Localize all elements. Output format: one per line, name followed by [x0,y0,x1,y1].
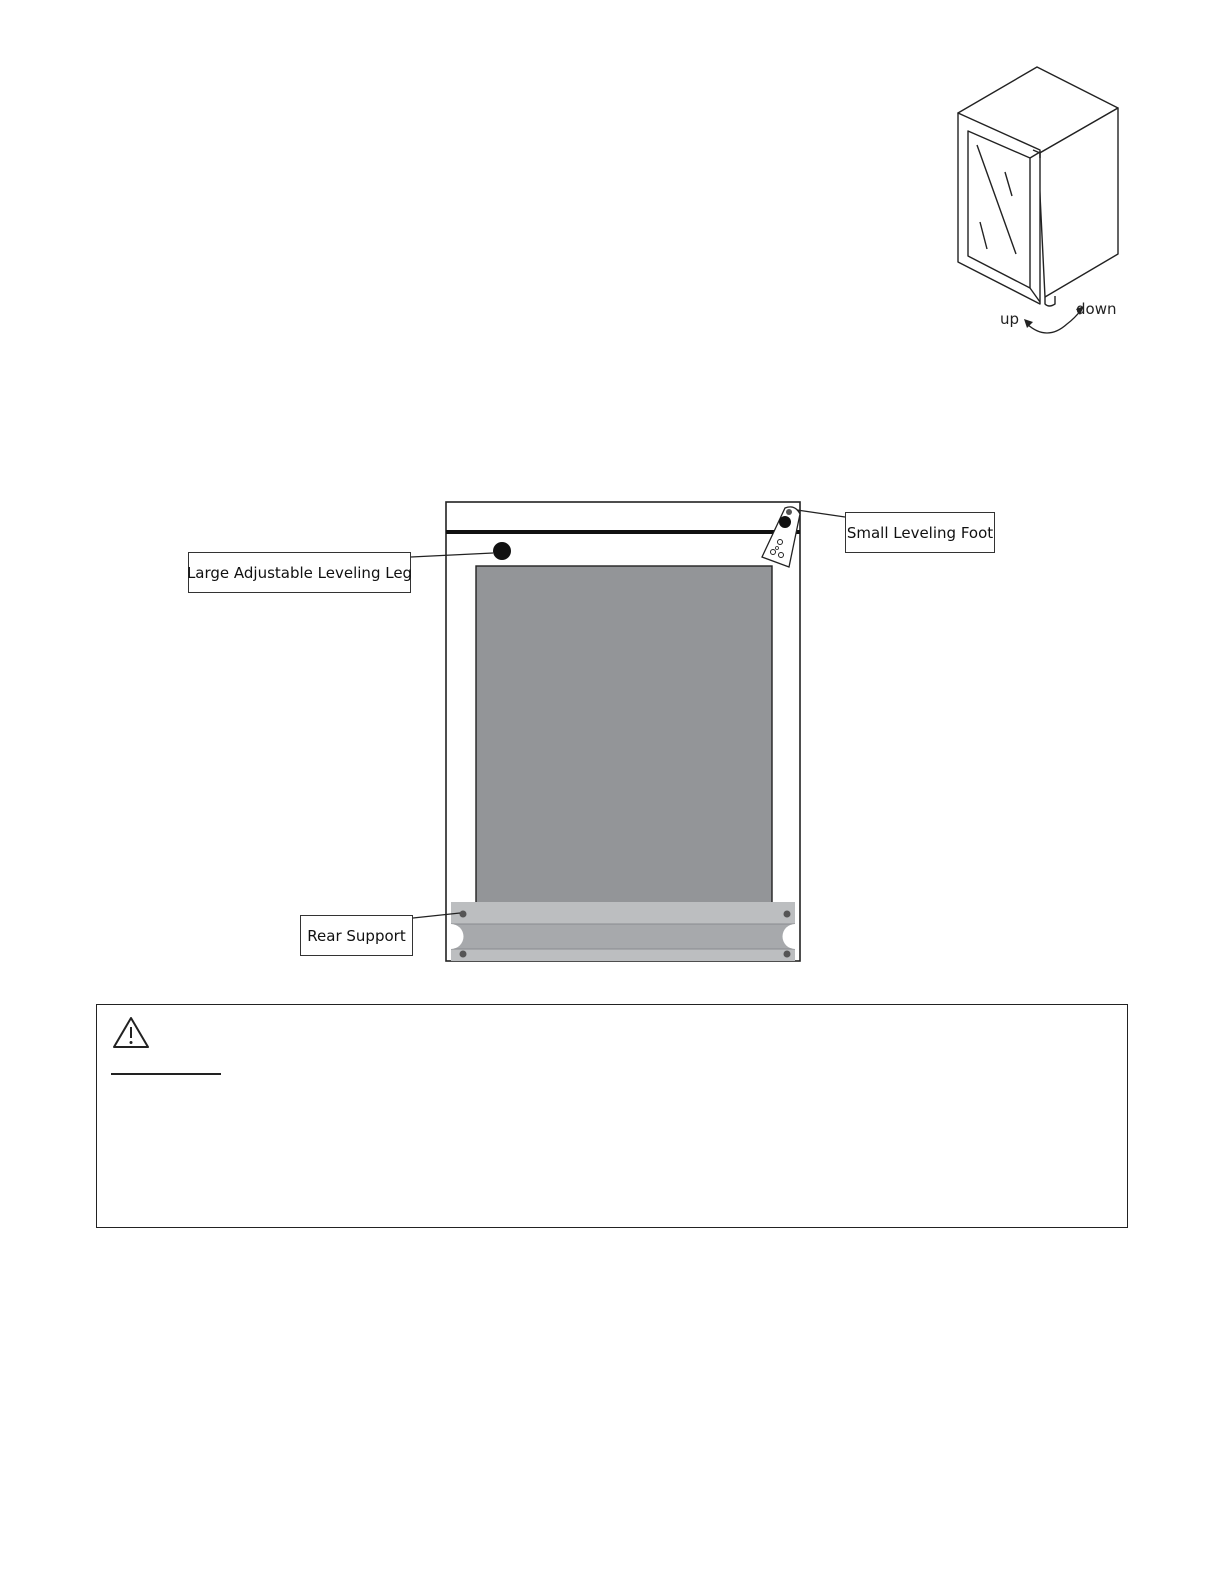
large-leveling-leg-label: Large Adjustable Leveling Leg [188,552,411,593]
large-leveling-leg-dot [493,542,511,560]
screw [460,911,467,918]
leader-line-foot [797,510,845,517]
rear-support-bar-top [451,902,795,924]
warning-box [96,1004,1128,1228]
rear-support-label: Rear Support [300,915,413,956]
down-label: down [1076,300,1117,318]
rear-support-bar-mid [451,924,795,949]
small-leveling-foot-label: Small Leveling Foot [845,512,995,553]
warning-triangle-icon [111,1015,151,1051]
bottom-panel [476,566,772,904]
screw [784,911,791,918]
up-label: up [1000,310,1020,328]
screw [784,951,791,958]
screw [460,951,467,958]
rear-support-bar-bottom [451,949,795,961]
warning-heading-underline [111,1073,221,1075]
